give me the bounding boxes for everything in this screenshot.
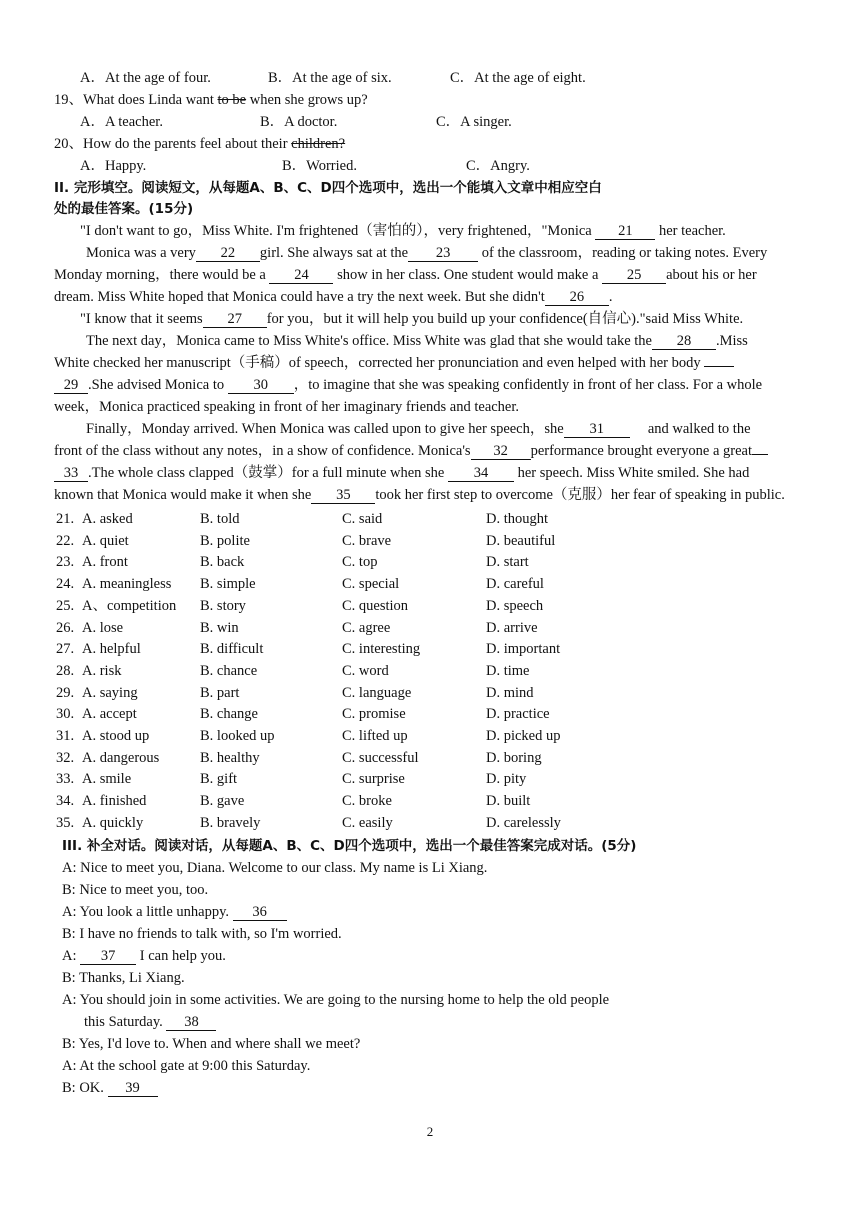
- passage-text: The next day，Monica came to Miss White's office. Miss White was glad that she would take the: [86, 333, 652, 349]
- q20-prefix: 20、How do the parents feel about their: [54, 136, 292, 152]
- choice-option-d: D. beautiful: [486, 533, 556, 549]
- choice-number: 21.: [56, 511, 75, 527]
- page-number: 2: [426, 1124, 434, 1139]
- blank-21: 21: [595, 223, 655, 240]
- q19-struck-text: to be: [217, 92, 247, 108]
- choice-option-c: C. easily: [342, 815, 393, 831]
- q19-want: want: [185, 92, 214, 108]
- choice-option-a: A. finished: [82, 793, 147, 809]
- dialogue-line-7: A: You should join in some activities. We are going to the nursing home to help the old people: [62, 992, 610, 1008]
- choice-option-d: D. boring: [486, 750, 542, 766]
- passage-line-8: [54, 375, 762, 395]
- q20-struck-text: children?: [291, 136, 346, 152]
- blank-32: 32: [471, 443, 531, 460]
- passage-text: Monica was a very: [86, 245, 196, 261]
- section-2-heading-line-1: II. 完形填空。阅读短文，从每题A、B、C、D四个选项中，选出一个能填入文章中相应空白: [54, 180, 602, 196]
- choice-option-b: B. gift: [200, 771, 238, 787]
- passage-text: about his or her: [666, 267, 757, 283]
- choice-option-c: C. agree: [342, 620, 391, 636]
- passage-line-5: [80, 309, 743, 329]
- passage-text: girl. She always sat at the: [259, 245, 409, 261]
- blank-28: 28: [652, 333, 716, 350]
- passage-text: performance brought everyone a great: [530, 443, 752, 459]
- q20-option-a: A．Happy.: [80, 158, 147, 174]
- choice-number: 25.: [56, 598, 75, 614]
- passage-line-13: [54, 485, 785, 505]
- blank-27: 27: [203, 311, 267, 328]
- q19-option-c: C．A singer.: [436, 114, 512, 130]
- choice-option-b: B. simple: [200, 576, 256, 592]
- choice-option-b: B. back: [200, 554, 245, 570]
- passage-line-12: [54, 463, 749, 483]
- choice-option-d: D. carelessly: [486, 815, 561, 831]
- choice-option-c: C. promise: [342, 706, 406, 722]
- blank-39: 39: [108, 1080, 158, 1097]
- choice-option-c: C. interesting: [342, 641, 421, 657]
- choice-option-a: A. dangerous: [82, 750, 160, 766]
- dialogue-line-9: B: Yes, I'd love to. When and where shall we meet?: [62, 1036, 361, 1052]
- dialogue-line-3: [62, 902, 287, 922]
- dialogue-text: I can help you.: [136, 948, 226, 964]
- dialogue-line-6: B: Thanks, Li Xiang.: [62, 970, 185, 986]
- choice-option-b: B. told: [200, 511, 240, 527]
- choice-option-b: B. win: [200, 620, 239, 636]
- choice-option-c: C. special: [342, 576, 400, 592]
- q19-option-a: A．A teacher.: [80, 114, 163, 130]
- dialogue-line-1: A: Nice to meet you, Diana. Welcome to our class. My name is Li Xiang.: [62, 860, 488, 876]
- choice-number: 35.: [56, 815, 75, 831]
- passage-line-4: [54, 287, 612, 307]
- passage-text: Monday morning，there would be a: [54, 267, 270, 283]
- blank-34: 34: [448, 465, 514, 482]
- choice-number: 28.: [56, 663, 75, 679]
- passage-text: of the classroom，reading or taking notes. Every: [478, 245, 768, 261]
- choice-option-d: D. careful: [486, 576, 544, 592]
- dialogue-line-4: B: I have no friends to talk with, so I'm worried.: [62, 926, 342, 942]
- passage-text: for you，but it will help you build up your confidence(自信心)."said Miss White.: [266, 311, 744, 327]
- blank-37: 37: [80, 948, 136, 965]
- choice-option-a: A. stood up: [82, 728, 150, 744]
- choice-number: 24.: [56, 576, 75, 592]
- choice-option-a: A. saying: [82, 685, 138, 701]
- q19-suffix: when she grows up?: [246, 92, 368, 108]
- passage-line-1: [80, 221, 726, 241]
- passage-line-3: [54, 265, 757, 285]
- choice-number: 29.: [56, 685, 75, 701]
- choice-option-a: A. front: [82, 554, 128, 570]
- choice-option-b: B. difficult: [200, 641, 264, 657]
- blank-29-start: [704, 366, 734, 367]
- blank-36: 36: [233, 904, 287, 921]
- choice-option-d: D. speech: [486, 598, 544, 614]
- choice-option-a: A. risk: [82, 663, 122, 679]
- passage-line-9: week，Monica practiced speaking in front of her imaginary friends and teacher.: [54, 399, 520, 415]
- choice-option-d: D. important: [486, 641, 561, 657]
- dialogue-line-11: [62, 1078, 158, 1098]
- blank-30: 30: [228, 377, 294, 394]
- passage-text: Finally，Monday arrived. When Monica was called upon to give her speech，she: [86, 421, 564, 437]
- passage-text: White checked her manuscript（手稿）of speech，corrected her pronunciation and even helped with her body: [54, 355, 705, 371]
- choice-number: 33.: [56, 771, 75, 787]
- question-19: [54, 90, 368, 110]
- choice-option-c: C. brave: [342, 533, 392, 549]
- choice-number: 23.: [56, 554, 75, 570]
- choice-option-a: A. lose: [82, 620, 124, 636]
- blank-31: 31: [564, 421, 630, 438]
- blank-35: 35: [311, 487, 375, 504]
- blank-23: 23: [408, 245, 478, 262]
- dialogue-line-5: [62, 946, 226, 966]
- choice-option-b: B. change: [200, 706, 258, 722]
- dialogue-text: this Saturday.: [84, 1014, 167, 1030]
- passage-text: "I know that it seems: [80, 311, 203, 327]
- passage-line-2: [86, 243, 767, 263]
- dialogue-line-10: A: At the school gate at 9:00 this Saturday.: [62, 1058, 311, 1074]
- passage-text: .: [608, 289, 613, 305]
- dialogue-text: A: You look a little unhappy.: [62, 904, 233, 920]
- choice-option-c: C. broke: [342, 793, 392, 809]
- choice-option-c: C. word: [342, 663, 389, 679]
- q18-option-a: A．At the age of four.: [80, 70, 211, 86]
- choice-option-d: D. thought: [486, 511, 549, 527]
- choice-option-a: A. quiet: [82, 533, 129, 549]
- blank-25: 25: [602, 267, 666, 284]
- passage-text: her teacher.: [655, 223, 726, 239]
- choice-option-b: B. chance: [200, 663, 258, 679]
- passage-line-10: [86, 419, 751, 439]
- choice-option-c: C. top: [342, 554, 378, 570]
- passage-text: .The whole class clapped（鼓掌）for a full minute when she: [88, 465, 448, 481]
- blank-33: 33: [54, 465, 88, 482]
- choice-option-a: A. accept: [82, 706, 137, 722]
- passage-text: "I don't want to go，Miss White. I'm frightened（害怕的），very frightened，"Monica: [80, 223, 596, 239]
- passage-text: ，to imagine that she was speaking confidently in front of her class. For a whole: [293, 377, 763, 393]
- choice-number: 30.: [56, 706, 75, 722]
- passage-line-11: [54, 441, 768, 461]
- choice-option-d: D. pity: [486, 771, 527, 787]
- passage-line-6: [86, 331, 748, 351]
- choice-option-d: D. built: [486, 793, 531, 809]
- passage-text: known that Monica would make it when she: [54, 487, 312, 503]
- blank-24: 24: [269, 267, 333, 284]
- passage-text: show in her class. One student would make a: [333, 267, 603, 283]
- choice-number: 27.: [56, 641, 75, 657]
- passage-text: and walked to the: [647, 421, 751, 437]
- choice-option-c: C. question: [342, 598, 409, 614]
- choice-number: 34.: [56, 793, 75, 809]
- choice-option-a: A. asked: [82, 511, 133, 527]
- choice-option-a: A. meaningless: [82, 576, 172, 592]
- choice-option-d: D. start: [486, 554, 529, 570]
- choice-option-b: B. healthy: [200, 750, 260, 766]
- q20-option-c: C．Angry.: [466, 158, 530, 174]
- passage-text: took her first step to overcome（克服）her fear of speaking in public.: [375, 487, 785, 503]
- passage-text: front of the class without any notes，in a show of confidence. Monica's: [54, 443, 471, 459]
- blank-22: 22: [196, 245, 260, 262]
- choice-number: 31.: [56, 728, 75, 744]
- choice-option-a: A、competition: [82, 598, 177, 614]
- choice-option-b: B. part: [200, 685, 240, 701]
- q18-option-b: B．At the age of six.: [268, 70, 392, 86]
- blank-26: 26: [545, 289, 609, 306]
- choice-option-b: B. story: [200, 598, 246, 614]
- q18-option-c: C．At the age of eight.: [450, 70, 586, 86]
- choice-option-c: C. surprise: [342, 771, 405, 787]
- blank-33-start: [752, 454, 768, 455]
- dialogue-text: B: OK.: [62, 1080, 108, 1096]
- dialogue-line-2: B: Nice to meet you, too.: [62, 882, 209, 898]
- dialogue-text: A:: [62, 948, 81, 964]
- choice-number: 26.: [56, 620, 75, 636]
- choice-number: 32.: [56, 750, 75, 766]
- q19-prefix: 19、What does Linda: [54, 92, 186, 108]
- question-20: [54, 134, 345, 154]
- choice-option-c: C. lifted up: [342, 728, 408, 744]
- choice-option-d: D. time: [486, 663, 530, 679]
- choice-option-a: A. smile: [82, 771, 132, 787]
- choice-option-c: C. language: [342, 685, 412, 701]
- passage-text: dream. Miss White hoped that Monica could have a try the next week. But she didn't: [54, 289, 545, 305]
- section-2-heading-line-2: 处的最佳答案。(15分): [54, 201, 194, 217]
- choice-option-d: D. picked up: [486, 728, 561, 744]
- choice-number: 22.: [56, 533, 75, 549]
- choice-option-c: C. successful: [342, 750, 419, 766]
- passage-text: .Miss: [715, 333, 748, 349]
- choice-option-b: B. polite: [200, 533, 250, 549]
- dialogue-line-8: [84, 1012, 216, 1032]
- q20-option-b: B．Worried.: [282, 158, 357, 174]
- passage-text: .She advised Monica to: [88, 377, 228, 393]
- q19-option-b: B．A doctor.: [260, 114, 338, 130]
- choice-option-b: B. looked up: [200, 728, 275, 744]
- choice-option-b: B. bravely: [200, 815, 261, 831]
- choice-option-c: C. said: [342, 511, 383, 527]
- choice-option-d: D. arrive: [486, 620, 538, 636]
- blank-29: 29: [54, 377, 88, 394]
- choice-option-d: D. mind: [486, 685, 534, 701]
- blank-38: 38: [166, 1014, 216, 1031]
- choice-option-a: A. quickly: [82, 815, 144, 831]
- passage-text: her speech. Miss White smiled. She had: [514, 465, 750, 481]
- choice-option-d: D. practice: [486, 706, 550, 722]
- section-3-heading: III. 补全对话。阅读对话，从每题A、B、C、D四个选项中，选出一个最佳答案完成对话。(5分): [62, 838, 637, 854]
- passage-line-7: [54, 353, 734, 373]
- choice-option-a: A. helpful: [82, 641, 141, 657]
- choice-option-b: B. gave: [200, 793, 245, 809]
